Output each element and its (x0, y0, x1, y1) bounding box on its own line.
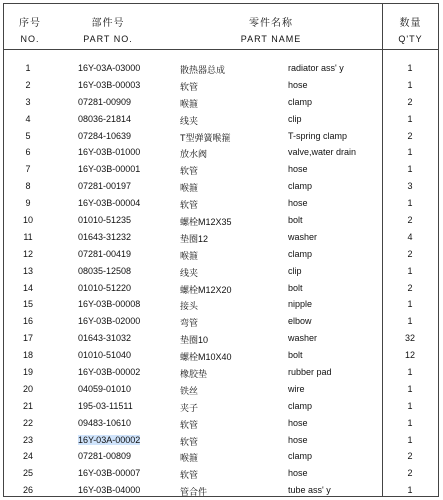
part-number: 16Y-03B-00008 (78, 299, 141, 310)
part-name-en: wire (288, 383, 305, 394)
part-name-cn: 放水阀 (180, 149, 208, 160)
part-name-cn: 管合件 (180, 487, 208, 498)
row-number: 2 (25, 79, 31, 90)
quantity: 1 (407, 485, 413, 496)
header-name-en: PART NAME (240, 34, 302, 44)
part-name-cn: 铁丝 (180, 385, 199, 396)
header-no-en: NO. (20, 34, 40, 44)
part-name-en: bolt (288, 215, 303, 226)
part-number: 16Y-03B-04000 (78, 485, 141, 496)
table-row (4, 348, 438, 365)
quantity: 2 (407, 468, 413, 479)
part-name-en: valve,water drain (288, 147, 357, 158)
part-name-en: elbow (288, 316, 312, 327)
part-name-en: washer (288, 333, 318, 344)
part-name-en: T-spring clamp (288, 130, 348, 141)
table-row (4, 129, 438, 146)
row-number: 21 (22, 400, 33, 411)
table-row (4, 399, 438, 416)
quantity: 1 (407, 79, 413, 90)
header-name-cn: 零件名称 (249, 18, 293, 29)
part-number: 07281-00419 (78, 248, 132, 259)
part-number: 07281-00909 (78, 96, 132, 107)
part-name-en: washer (288, 231, 318, 242)
row-number: 26 (22, 485, 33, 496)
quantity: 1 (407, 417, 413, 428)
table-row (4, 230, 438, 247)
row-number: 16 (22, 316, 33, 327)
part-name-cn: 软管 (180, 419, 199, 430)
quantity: 1 (407, 299, 413, 310)
part-number: 01643-31032 (78, 333, 132, 344)
part-name-cn: 喉箍 (180, 183, 199, 194)
part-name-cn: 软管 (180, 166, 199, 177)
table-row (4, 112, 438, 129)
table-row (4, 433, 438, 450)
part-name-cn: 垫圈12 (180, 233, 209, 244)
header-qty-cn: 数量 (399, 18, 422, 29)
part-name-cn: T型弹簧喉箍 (180, 132, 231, 143)
quantity: 1 (407, 63, 413, 73)
row-number: 15 (22, 299, 33, 310)
quantity: 1 (407, 400, 413, 411)
part-name-cn: 螺栓M12X20 (180, 284, 232, 295)
part-number: 16Y-03B-00002 (78, 367, 141, 378)
table-row (4, 196, 438, 213)
part-name-en: clamp (288, 451, 313, 462)
table-row (4, 78, 438, 95)
part-number: 16Y-03B-00007 (78, 468, 141, 479)
quantity: 2 (407, 282, 413, 293)
row-number: 1 (25, 63, 31, 73)
part-name-en: hose (288, 79, 308, 90)
quantity: 4 (407, 231, 413, 242)
part-name-cn: 软管 (180, 470, 199, 481)
part-number: 08035-12508 (78, 265, 132, 276)
part-name-en: clamp (288, 181, 313, 192)
table-row (4, 297, 438, 314)
part-name-en: clamp (288, 400, 313, 411)
row-number: 19 (22, 367, 33, 378)
part-name-cn: 橡胶垫 (180, 369, 208, 380)
part-number: 16Y-03A-00002 (78, 434, 141, 445)
part-number: 01643-31232 (78, 231, 132, 242)
table-row (4, 483, 438, 500)
part-name-cn: 软管 (180, 200, 199, 211)
part-name-cn: 垫圈10 (180, 335, 209, 346)
table-header (4, 4, 438, 50)
part-number: 04059-01010 (78, 383, 132, 394)
part-number: 16Y-03B-02000 (78, 316, 141, 327)
quantity: 2 (407, 215, 413, 226)
table-row (4, 382, 438, 399)
part-number: 16Y-03B-00003 (78, 79, 141, 90)
row-number: 10 (22, 215, 33, 226)
part-number: 09483-10610 (78, 417, 132, 428)
row-number: 24 (22, 451, 33, 462)
part-number: 01010-51040 (78, 350, 132, 361)
part-name-en: hose (288, 434, 308, 445)
table-row (4, 95, 438, 112)
table-row (4, 466, 438, 483)
row-number: 18 (22, 350, 33, 361)
part-number: 16Y-03B-00001 (78, 164, 141, 175)
quantity: 1 (407, 265, 413, 276)
table-row (4, 179, 438, 196)
header-part-cn: 部件号 (91, 18, 125, 29)
quantity: 2 (407, 451, 413, 462)
part-name-cn: 线夹 (180, 115, 199, 126)
quantity: 2 (407, 96, 413, 107)
header-qty-en: Q'TY (398, 34, 423, 44)
part-name-en: clamp (288, 248, 313, 259)
part-name-en: tube ass' y (288, 485, 331, 496)
part-name-en: bolt (288, 350, 303, 361)
table-row (4, 365, 438, 382)
part-name-cn: 软管 (180, 81, 199, 92)
part-name-cn: 螺栓M12X35 (180, 217, 232, 228)
part-name-en: clip (288, 265, 302, 276)
table-row (4, 247, 438, 264)
table-row (4, 145, 438, 162)
row-number: 11 (23, 231, 33, 242)
quantity: 32 (404, 333, 415, 344)
part-name-en: hose (288, 468, 308, 479)
part-number: 01010-51220 (78, 282, 132, 293)
row-number: 8 (25, 181, 31, 192)
quantity: 1 (407, 367, 413, 378)
part-number: 07281-00197 (78, 181, 132, 192)
part-name-cn: 喉箍 (180, 250, 199, 261)
part-name-cn: 软管 (180, 436, 199, 447)
row-number: 22 (22, 417, 33, 428)
part-number: 195-03-11511 (78, 400, 133, 411)
header-no-cn: 序号 (19, 18, 41, 29)
row-number: 4 (25, 113, 31, 124)
part-name-en: radiator ass' y (288, 63, 344, 73)
row-number: 5 (25, 130, 31, 141)
row-number: 23 (22, 434, 33, 445)
table-row (4, 314, 438, 331)
part-name-en: clip (288, 113, 302, 124)
part-name-en: nipple (288, 299, 313, 310)
part-name-cn: 线夹 (180, 267, 199, 278)
table-row (4, 331, 438, 348)
table-row (4, 61, 438, 78)
quantity: 1 (407, 198, 413, 209)
parts-table (3, 3, 439, 497)
table-body (4, 61, 438, 500)
part-name-en: rubber pad (288, 367, 332, 378)
row-number: 7 (25, 164, 31, 175)
header-no (4, 4, 56, 50)
header-part (56, 4, 160, 50)
part-name-cn: 弯管 (180, 318, 199, 329)
part-name-cn: 喉箍 (180, 453, 199, 464)
header-qty (382, 4, 438, 50)
row-number: 17 (22, 333, 33, 344)
row-number: 3 (25, 96, 31, 107)
part-name-cn: 喉箍 (180, 98, 199, 109)
header-name (160, 4, 382, 50)
quantity: 2 (407, 130, 413, 141)
quantity: 1 (407, 147, 413, 158)
table-row (4, 162, 438, 179)
row-number: 6 (25, 147, 31, 158)
quantity: 1 (407, 383, 413, 394)
table-row (4, 416, 438, 433)
part-number: 08036-21814 (78, 113, 132, 124)
row-number: 20 (22, 383, 33, 394)
part-number: 16Y-03A-03000 (78, 63, 141, 73)
part-name-en: bolt (288, 282, 303, 293)
header-part-en: PART NO. (83, 34, 133, 44)
part-name-cn: 螺栓M10X40 (180, 352, 232, 363)
part-name-cn: 散热器总成 (180, 65, 226, 75)
row-number: 9 (25, 198, 31, 209)
part-name-en: hose (288, 198, 308, 209)
part-name-en: clamp (288, 96, 313, 107)
part-name-en: hose (288, 417, 308, 428)
row-number: 25 (22, 468, 33, 479)
part-name-en: hose (288, 164, 308, 175)
quantity: 1 (407, 113, 413, 124)
table-row (4, 281, 438, 298)
quantity: 1 (407, 164, 413, 175)
table-row (4, 264, 438, 281)
table-row (4, 213, 438, 230)
part-number: 07284-10639 (78, 130, 132, 141)
part-number: 16Y-03B-01000 (78, 147, 141, 158)
quantity: 12 (404, 350, 415, 361)
part-name-cn: 夹子 (180, 402, 199, 413)
table-row (4, 449, 438, 466)
quantity: 2 (407, 248, 413, 259)
part-number: 16Y-03B-00004 (78, 198, 141, 209)
part-name-cn: 接头 (180, 301, 199, 312)
row-number: 12 (22, 248, 33, 259)
part-number: 01010-51235 (78, 215, 132, 226)
quantity: 1 (407, 434, 413, 445)
row-number: 13 (22, 265, 33, 276)
quantity: 3 (407, 181, 413, 192)
row-number: 14 (22, 282, 33, 293)
quantity: 1 (407, 316, 413, 327)
part-number: 07281-00809 (78, 451, 132, 462)
